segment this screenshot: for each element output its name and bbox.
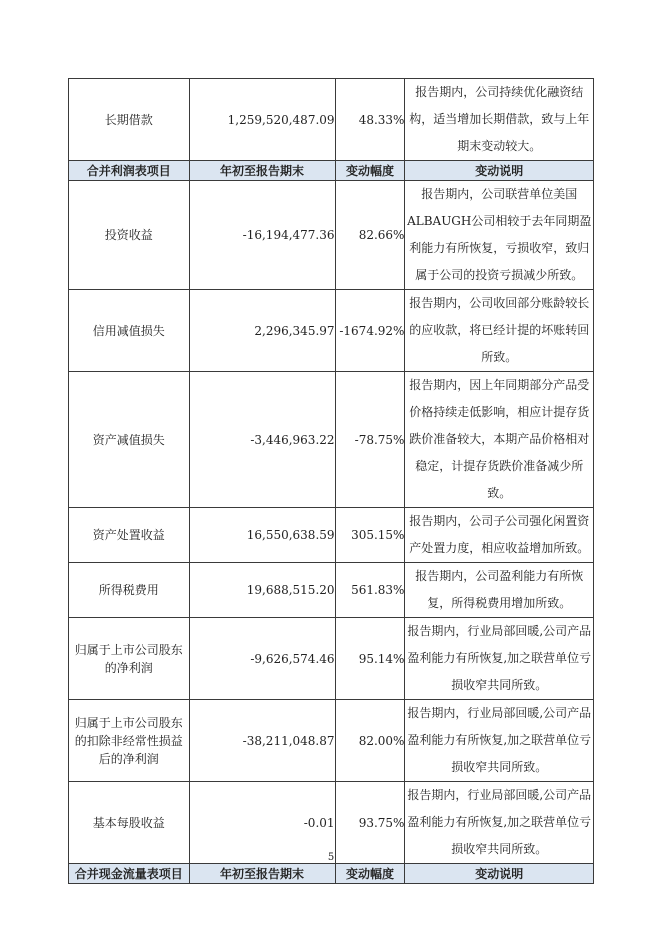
table-row bbox=[69, 700, 594, 782]
header-item: 合并利润表项目 bbox=[69, 161, 190, 181]
header-period: 年初至报告期末 bbox=[189, 161, 335, 181]
change-percent: 48.33% bbox=[335, 79, 405, 161]
change-percent: 561.83% bbox=[335, 563, 405, 618]
change-explanation-table bbox=[68, 78, 594, 884]
amount: -0.01 bbox=[189, 782, 335, 864]
change-percent: -1674.92% bbox=[335, 290, 405, 372]
change-description: 报告期内，行业局部回暖,公司产品盈利能力有所恢复,加之联营单位亏损收窄共同所致。 bbox=[405, 782, 594, 864]
amount: -38,211,048.87 bbox=[189, 700, 335, 782]
header-change: 变动幅度 bbox=[335, 161, 405, 181]
table-row bbox=[69, 181, 594, 290]
amount: 2,296,345.97 bbox=[189, 290, 335, 372]
change-percent: 305.15% bbox=[335, 508, 405, 563]
change-percent: 82.66% bbox=[335, 181, 405, 290]
change-description: 报告期内，公司持续优化融资结构，适当增加长期借款，致与上年期末变动较大。 bbox=[405, 79, 594, 161]
change-description: 报告期内，因上年同期部分产品受价格持续走低影响，相应计提存货跌价准备较大，本期产品价格相对稳定，计提存货跌价准备减少所致。 bbox=[405, 372, 594, 508]
item-name: 基本每股收益 bbox=[69, 782, 190, 864]
table-row bbox=[69, 372, 594, 508]
change-description: 报告期内，公司联营单位美国ALBAUGH公司相较于去年同期盈利能力有所恢复，亏损收窄，致归属于公司的投资亏损减少所致。 bbox=[405, 181, 594, 290]
amount: 1,259,520,487.09 bbox=[189, 79, 335, 161]
table-row bbox=[69, 508, 594, 563]
item-name: 资产处置收益 bbox=[69, 508, 190, 563]
change-percent: 95.14% bbox=[335, 618, 405, 700]
change-description: 报告期内，行业局部回暖,公司产品盈利能力有所恢复,加之联营单位亏损收窄共同所致。 bbox=[405, 700, 594, 782]
item-name: 所得税费用 bbox=[69, 563, 190, 618]
header-description: 变动说明 bbox=[405, 864, 594, 884]
amount: -3,446,963.22 bbox=[189, 372, 335, 508]
change-description: 报告期内，行业局部回暖,公司产品盈利能力有所恢复,加之联营单位亏损收窄共同所致。 bbox=[405, 618, 594, 700]
amount: -9,626,574.46 bbox=[189, 618, 335, 700]
item-name: 长期借款 bbox=[69, 79, 190, 161]
item-name: 信用减值损失 bbox=[69, 290, 190, 372]
item-name: 归属于上市公司股东的扣除非经常性损益后的净利润 bbox=[69, 700, 190, 782]
section-header-cash-flow bbox=[69, 864, 594, 884]
table-row bbox=[69, 563, 594, 618]
change-percent: 82.00% bbox=[335, 700, 405, 782]
table-row bbox=[69, 79, 594, 161]
change-description: 报告期内，公司子公司强化闲置资产处置力度，相应收益增加所致。 bbox=[405, 508, 594, 563]
section-header-income-statement bbox=[69, 161, 594, 181]
page-number: 5 bbox=[327, 852, 335, 863]
header-item: 合并现金流量表项目 bbox=[69, 864, 190, 884]
change-description: 报告期内，公司收回部分账龄较长的应收款，将已经计提的坏账转回所致。 bbox=[405, 290, 594, 372]
table-row bbox=[69, 290, 594, 372]
item-name: 投资收益 bbox=[69, 181, 190, 290]
item-name: 资产减值损失 bbox=[69, 372, 190, 508]
item-name: 归属于上市公司股东的净利润 bbox=[69, 618, 190, 700]
change-percent: 93.75% bbox=[335, 782, 405, 864]
change-description: 报告期内，公司盈利能力有所恢复，所得税费用增加所致。 bbox=[405, 563, 594, 618]
table-row bbox=[69, 618, 594, 700]
amount: 16,550,638.59 bbox=[189, 508, 335, 563]
change-percent: -78.75% bbox=[335, 372, 405, 508]
header-description: 变动说明 bbox=[405, 161, 594, 181]
amount: -16,194,477.36 bbox=[189, 181, 335, 290]
header-change: 变动幅度 bbox=[335, 864, 405, 884]
header-period: 年初至报告期末 bbox=[189, 864, 335, 884]
amount: 19,688,515.20 bbox=[189, 563, 335, 618]
